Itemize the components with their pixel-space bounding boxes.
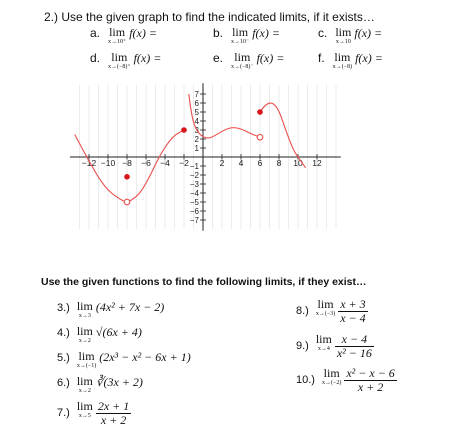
x-tick-label: 8 <box>276 158 282 168</box>
closed-point-6 <box>257 109 263 115</box>
y-tick-label: 3 <box>194 126 199 135</box>
part-b: b. lim x→10⁻ f(x) = <box>213 25 280 45</box>
problem2-heading: 2.) Use the given graph to find the indicated limits, if it exists… <box>44 10 375 24</box>
problem-10: 10.) lim x→(−2) $\frac{\text{x² − x − 6}}{x + 2}$ <box>296 366 395 394</box>
problem-7: 7.) lim x→5 $\frac{2x + 1}{x + 2}$ <box>57 399 130 427</box>
x-tick-label: −6 <box>141 158 151 168</box>
problem-6: 6.) lim x→2 ∛(3x + 2) <box>57 374 143 394</box>
part-a: a. lim x→10⁺ f(x) = <box>90 25 157 45</box>
part-c: c. lim x→10 f(x) = <box>318 25 383 45</box>
y-tick-label: 5 <box>194 108 199 117</box>
open-point-6 <box>257 134 263 140</box>
problem-5: 5.) lim x→(−1) (2x³ − x² − 6x + 1) <box>57 349 191 369</box>
y-tick-label: −2 <box>189 171 199 180</box>
curve-middle-branch <box>189 94 260 138</box>
x-tick-label: 4 <box>238 158 244 168</box>
y-tick-label: 2 <box>194 135 199 144</box>
y-tick-label: −7 <box>189 216 199 225</box>
problem-4: 4.) lim x→2 √(6x + 4) <box>57 324 142 344</box>
part-d: d. lim x→(−8)⁺ f(x) = <box>90 50 162 70</box>
open-point-neg8 <box>124 199 130 205</box>
part-e: e. lim x→(−8)⁻ f(x) = <box>213 50 285 70</box>
x-tick-label: 6 <box>257 158 263 168</box>
y-tick-label: −6 <box>189 207 199 216</box>
y-tick-label: −1 <box>189 162 199 171</box>
closed-point-neg2 <box>181 127 187 133</box>
x-tick-label: −12 <box>81 158 97 168</box>
x-tick-label: −10 <box>100 158 116 168</box>
x-tick-label: −2 <box>179 158 189 168</box>
curve-right-branch <box>257 103 306 168</box>
closed-point-neg8 <box>124 174 130 180</box>
part-f: f. lim x→(−8) f(x) = <box>318 50 383 70</box>
x-tick-label: −8 <box>122 158 132 168</box>
section2-heading: Use the given functions to find the following limits, if they exist… <box>41 276 367 288</box>
y-tick-label: 1 <box>194 144 199 153</box>
y-tick-label: −3 <box>189 180 199 189</box>
y-tick-label: 6 <box>194 99 199 108</box>
curve-left-branch <box>75 135 127 203</box>
y-tick-label: 4 <box>194 117 199 126</box>
y-tick-label: 7 <box>194 90 199 99</box>
x-tick-label: 12 <box>312 158 322 168</box>
problem-8: 8.) lim x→(−3) $\frac{x + 3}{x - 4}$ <box>296 297 366 325</box>
y-tick-label: −5 <box>189 198 199 207</box>
y-tick-label: −4 <box>189 189 199 198</box>
x-tick-label: −4 <box>160 158 170 168</box>
x-tick-label: 10 <box>293 158 303 168</box>
x-tick-label: 2 <box>219 158 225 168</box>
problem-3: 3.) lim x→3 (4x² + 7x − 2) <box>57 299 165 319</box>
problem-9: 9.) lim x→4 $\frac{x - 4}{\text{x² − 16}}$ <box>296 332 372 360</box>
graph-axes <box>70 83 341 231</box>
